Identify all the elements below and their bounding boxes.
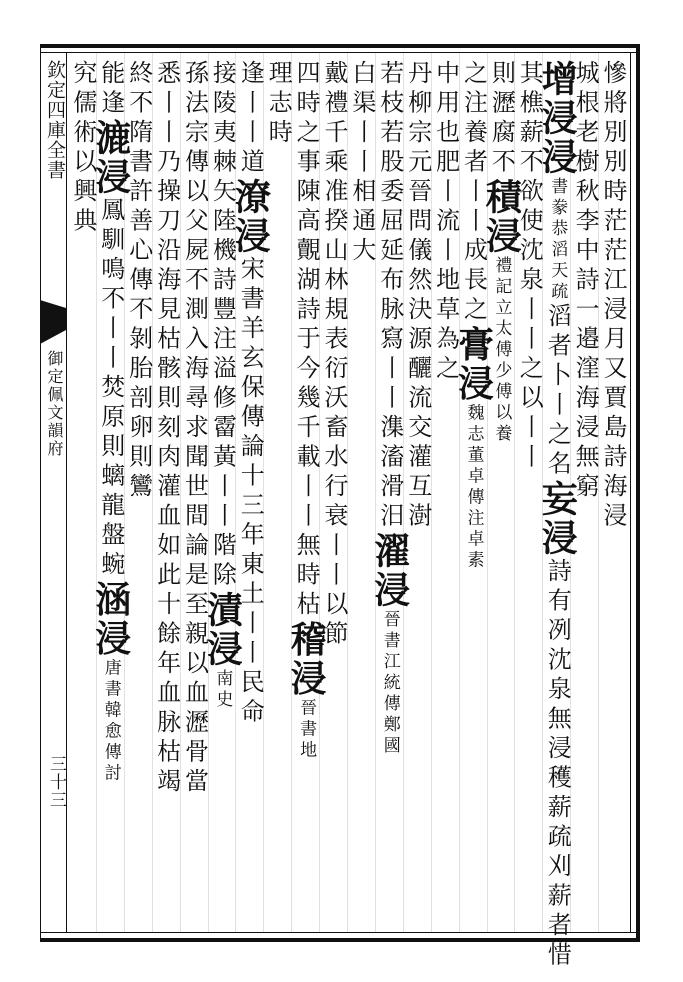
headword: 稽浸 (285, 620, 328, 699)
text-segment: 若枝若股委屈延布脉寫丨丨潗滀滑汨 (375, 60, 404, 532)
headword: 潦浸 (229, 178, 272, 256)
text-segment: 則瀝腐不 (487, 60, 516, 178)
text-column (598, 60, 626, 930)
text-segment: 詩有冽沈泉無浸穫薪疏刈薪者惜 (543, 558, 572, 971)
frame-top-inner-rule (40, 52, 640, 53)
text-column (403, 60, 431, 930)
text-column (180, 60, 208, 930)
text-segment: 悉丨丨乃操刀沿海見枯骸則刻肉灌血如此十餘年血脉枯竭 (152, 60, 181, 798)
text-segment: 滔者卜丨之名 (543, 303, 572, 480)
text-segment: 之注養者丨丨成長之 (459, 60, 488, 326)
text-segment: 肥丨流丨地草為之 (431, 148, 460, 385)
text-segment: 棘矢陸機詩豐注溢修霤黃丨丨階除 (208, 148, 237, 591)
text-segment: 其樵薪不欲使沈泉丨丨之以丨丨 (515, 60, 544, 473)
text-column (89, 60, 132, 930)
text-segment: 逢丨丨道 (236, 60, 265, 178)
page-number: 三十三 (46, 755, 66, 809)
margin-top-title: 欽定四庫全書 (44, 60, 66, 180)
text-segment: 禮記立太傅少傅以養 (491, 256, 512, 445)
text-column (152, 60, 180, 930)
text-column (201, 60, 244, 930)
text-column (347, 60, 375, 930)
text-segment: 唐書韓愈傳討 (100, 658, 121, 785)
headword: 漬浸 (201, 591, 244, 669)
headword: 漉浸 (89, 119, 132, 197)
text-column (368, 60, 411, 930)
text-segment: 宋書羊玄保傳論十三年東土丨丨民命 (236, 256, 265, 728)
frame-right-inner-rule (630, 52, 631, 933)
text-column (431, 60, 459, 930)
text-column (452, 60, 495, 930)
text-segment: 戴禮千乘准揆山林規表衍沃畜水行衰丨丨以節 (319, 60, 348, 650)
frame-right-rule (636, 44, 640, 942)
text-segment: 城根老樹秋李中詩一邉漥海浸無窮 (571, 60, 600, 503)
column-rule (291, 52, 292, 933)
text-segment: 晉書江統傳鄭國 (379, 610, 400, 757)
text-segment: 中用也 (431, 60, 460, 149)
text-column (536, 60, 579, 971)
headword: 積浸 (480, 178, 523, 256)
text-segment: 白渠丨丨相通大 (347, 60, 376, 267)
text-segment: 孫法宗傳以父屍不測入海尋求聞世間論是至親以血瀝骨當 (180, 60, 209, 798)
text-segment: 四時之事陳高覿湖詩于今幾千載丨丨無時枯 (292, 60, 321, 621)
text-column (68, 60, 96, 930)
text-segment: 隋書許善心傳不剝胎剖卵則鸞 (124, 119, 153, 503)
headword: 妄浸 (536, 480, 579, 558)
text-segment: 慘將別別時茫茫江浸月又賈島詩海浸 (598, 60, 627, 532)
text-segment: 終不 (124, 60, 153, 119)
headword: 涵浸 (89, 580, 132, 659)
text-column (480, 60, 523, 930)
text-column (229, 60, 272, 930)
text-segment: 理志時 (264, 60, 293, 149)
text-segment: 鳳馴鳴不丨丨焚原則螭龍盤蜿 (96, 197, 125, 581)
text-segment: 晉書地 (296, 698, 317, 762)
text-column (285, 60, 328, 930)
frame-top-rule (40, 44, 640, 48)
margin-book-title: 御定佩文韻府 (45, 350, 64, 458)
headword: 增浸浸 (536, 60, 579, 177)
text-segment: 書豢恭滔天疏 (547, 177, 568, 303)
text-column (319, 60, 347, 930)
text-segment: 接陵夷 (208, 60, 237, 149)
headword: 膏浸 (452, 325, 495, 404)
frame-left-rule (40, 44, 41, 942)
text-segment: 南史 (212, 669, 233, 711)
fish-tail-mark (40, 300, 66, 344)
text-segment: 究儒術以興典 (68, 60, 97, 237)
headword: 濯浸 (368, 532, 411, 610)
text-segment: 能逢 (96, 60, 125, 119)
text-segment: 丹柳宗元晉問儀然決源釃流交灌互澍 (403, 60, 432, 532)
text-segment: 魏志董卓傳注卓素 (463, 403, 484, 572)
